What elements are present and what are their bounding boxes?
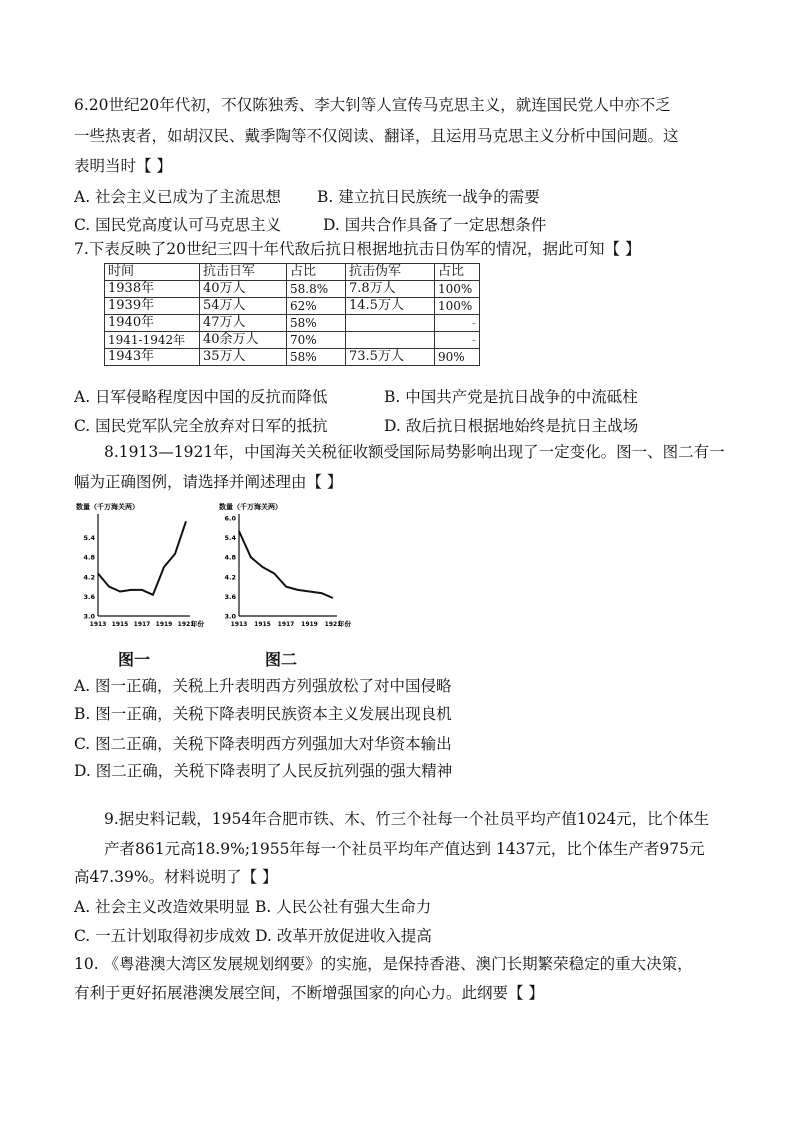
q6-option-b: B. 建立抗日民族统一战争的需要: [317, 188, 540, 206]
table-header-cell: 抗击伪军: [346, 264, 435, 281]
table-row: [105, 315, 480, 332]
x-tick-label: 1919: [155, 621, 173, 628]
table-cell: 1938年: [105, 281, 200, 298]
table-cell: 1941-1942年: [105, 332, 200, 349]
q7-option-b: B. 中国共产党是抗日战争的中流砥柱: [384, 388, 638, 406]
q6-stem-line1: 6.20世纪20年代初，不仅陈独秀、李大钊等人宣传马克思主义，就连国民党人中亦不乏: [74, 96, 671, 114]
q7-option-a: A. 日军侵略程度因中国的反抗而降低: [74, 388, 328, 406]
table-cell: 90%: [435, 349, 480, 366]
table-header-cell: 占比: [435, 264, 480, 281]
x-tick-label: 1915: [111, 621, 129, 628]
table-cell: 40余万人: [200, 332, 287, 349]
y-tick-label: 3.0: [83, 612, 95, 621]
table-cell: -: [435, 332, 480, 349]
table-row: [105, 281, 480, 298]
table-row: [105, 349, 480, 366]
table-header-cell: 占比: [287, 264, 346, 281]
y-tick-label: 6.0: [224, 514, 236, 523]
series-line: [98, 521, 186, 595]
y-tick-label: 5.4: [224, 534, 236, 543]
table-header-cell: 时间: [105, 264, 200, 281]
x-tick-label: 1913: [230, 621, 248, 628]
q7-option-c: C. 国民党军队完全放弃对日军的抵抗: [74, 417, 328, 435]
table-cell: 58%: [287, 315, 346, 332]
x-tick-label: 1917: [277, 621, 295, 628]
table-cell: 1943年: [105, 349, 200, 366]
figure-two-caption: 图二: [265, 650, 298, 669]
table-cell: 73.5万人: [346, 349, 435, 366]
y-tick-label: 3.6: [224, 592, 236, 601]
q8-stem-line1: 8.1913—1921年，中国海关关税征收额受国际局势影响出现了一定变化。图一、图二有一: [104, 443, 725, 461]
q6-stem-line3: 表明当时【 】: [74, 157, 172, 175]
x-axis-label: 年份: [191, 620, 204, 628]
figure-two-line-chart: [215, 498, 365, 633]
q8-option-c: C. 图二正确，关税下降表明西方列强加大对华资本输出: [74, 735, 452, 753]
table-cell: 1939年: [105, 298, 200, 315]
q6-option-a: A. 社会主义已成为了主流思想: [74, 188, 282, 206]
table-cell: [346, 332, 435, 349]
table-cell: 62%: [287, 298, 346, 315]
table-row: [105, 298, 480, 315]
table-cell: [346, 315, 435, 332]
q8-option-a: A. 图一正确，关税上升表明西方列强放松了对中国侵略: [74, 677, 452, 695]
x-axis-label: 年份: [338, 620, 351, 628]
table-row: [105, 332, 480, 349]
y-tick-label: 4.8: [224, 553, 236, 562]
q9-stem-line2: 产者861元高18.9%;1955年每一个社员平均年产值达到 1437元，比个体生产者975元: [104, 840, 705, 858]
x-tick-label: 1917: [133, 621, 151, 628]
y-tick-label: 4.2: [83, 573, 95, 582]
table-header-row: [105, 264, 480, 281]
table-cell: 100%: [435, 298, 480, 315]
x-tick-label: 1921: [177, 621, 195, 628]
table-cell: 14.5万人: [346, 298, 435, 315]
figure-one-line-chart: [72, 498, 202, 633]
x-tick-label: 1915: [254, 621, 271, 628]
y-tick-label: 4.8: [83, 553, 95, 562]
x-tick-label: 1919: [301, 621, 318, 628]
q6-option-c: C. 国民党高度认可马克思主义: [74, 216, 282, 234]
q9-stem-line3: 高47.39%。材料说明了【 】: [74, 868, 278, 886]
q10-stem-line2: 有利于更好拓展港澳发展空间，不断增强国家的向心力。此纲要【 】: [74, 984, 544, 1002]
x-tick-label: 1921: [324, 621, 342, 628]
q9-options-cd: C. 一五计划取得初步成效 D. 改革开放促进收入提高: [74, 927, 432, 945]
table-cell: 35万人: [200, 349, 287, 366]
table-cell: -: [435, 315, 480, 332]
q8-stem-line2: 幅为正确图例，请选择并阐述理由【 】: [74, 473, 343, 491]
table-cell: 40万人: [200, 281, 287, 298]
figure-one-caption: 图一: [118, 650, 151, 669]
q9-options-ab: A. 社会主义改造效果明显 B. 人民公社有强大生命力: [74, 898, 432, 916]
table-cell: 7.8万人: [346, 281, 435, 298]
chart-title: 数量（千万海关两）: [219, 503, 282, 511]
q7-option-d: D. 敌后抗日根据地始终是抗日主战场: [384, 417, 639, 435]
q8-option-d: D. 图二正确，关税下降表明了人民反抗列强的强大精神: [74, 762, 453, 780]
y-tick-label: 4.2: [224, 573, 236, 582]
table-header-cell: 抗击日军: [200, 264, 287, 281]
table-cell: 58%: [287, 349, 346, 366]
y-tick-label: 5.4: [83, 534, 95, 543]
q6-stem-line2: 一些热衷者，如胡汉民、戴季陶等不仅阅读、翻译，且运用马克思主义分析中国问题。这: [74, 127, 679, 145]
q7-stem: 7.下表反映了20世纪三四十年代敌后抗日根据地抗击日伪军的情况，据此可知【 】: [74, 240, 641, 258]
table-cell: 47万人: [200, 315, 287, 332]
table-cell: 100%: [435, 281, 480, 298]
y-tick-label: 3.0: [224, 612, 236, 621]
q9-stem-line1: 9.据史料记载，1954年合肥市铁、木、竹三个社每一个社员平均产值1024元，比个体生: [104, 810, 710, 828]
chart-title: 数量（千万海关两）: [76, 503, 139, 511]
q10-stem-line1: 10. 《粤港澳大湾区发展规划纲要》的实施，是保持香港、澳门长期繁荣稳定的重大决策，: [74, 955, 693, 973]
series-line: [239, 531, 333, 598]
q7-data-table: [104, 263, 480, 366]
x-tick-label: 1913: [89, 621, 107, 628]
q8-option-b: B. 图一正确，关税下降表明民族资本主义发展出现良机: [74, 705, 452, 723]
table-cell: 58.8%: [287, 281, 346, 298]
table-cell: 1940年: [105, 315, 200, 332]
table-cell: 70%: [287, 332, 346, 349]
q6-option-d: D. 国共合作具备了一定思想条件: [323, 216, 547, 234]
y-tick-label: 3.6: [83, 592, 95, 601]
table-cell: 54万人: [200, 298, 287, 315]
